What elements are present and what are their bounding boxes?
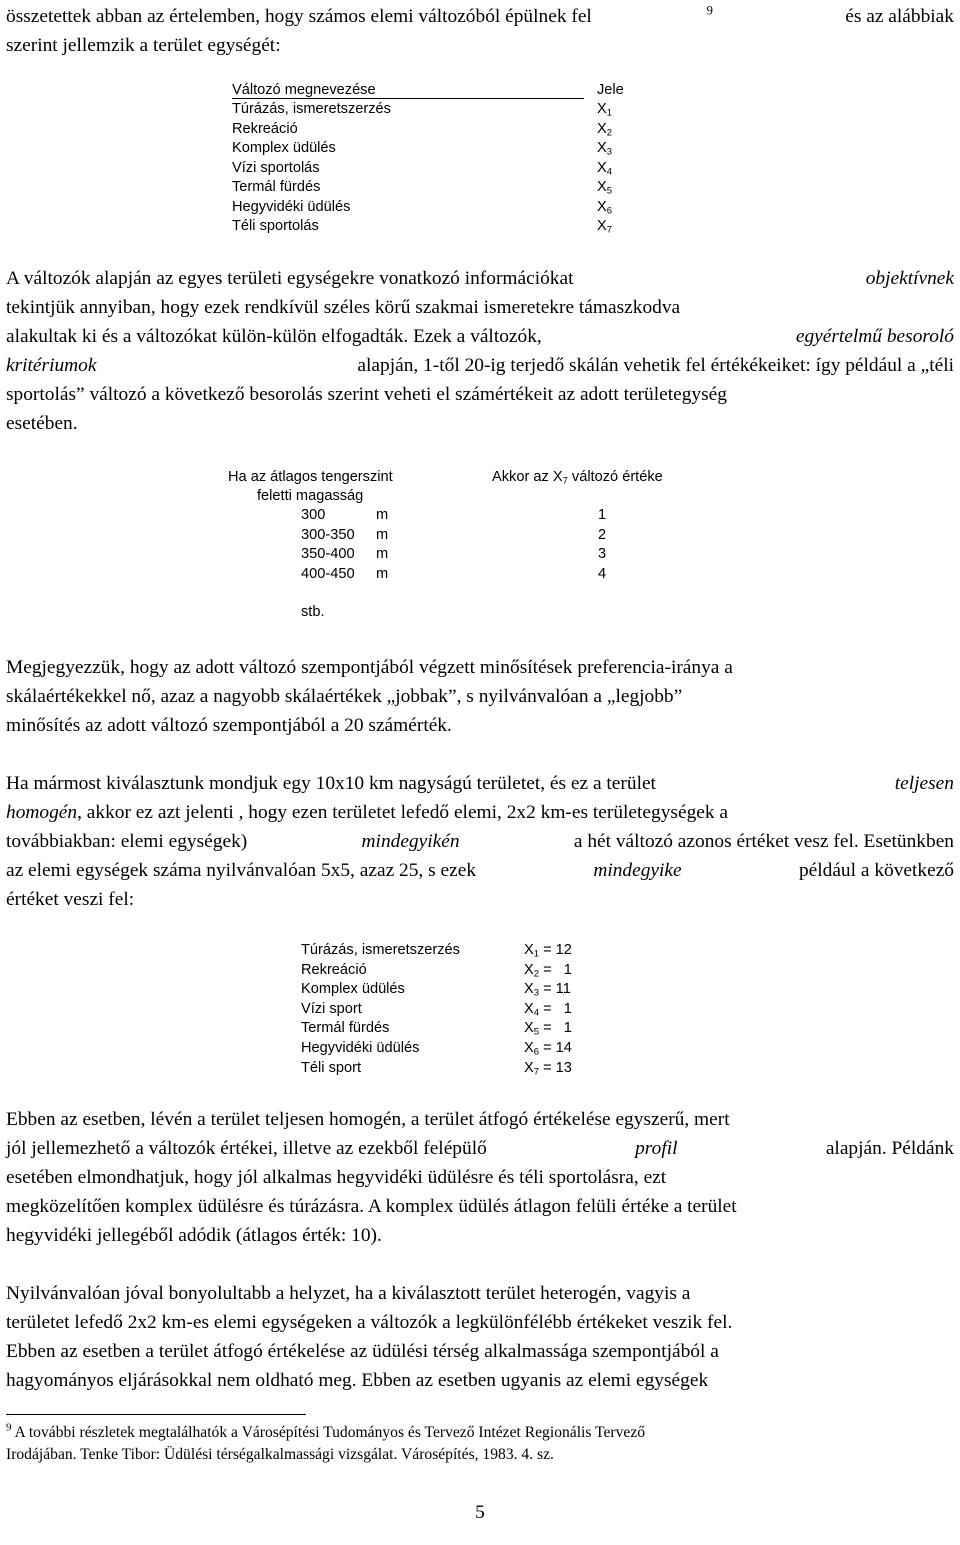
paragraph-homogeneous-area: Ha mármost kiválasztunk mondjuk egy 10x10 km nagyságú területet, és ez a terület teljesen homogén, akkor ez azt jelenti , hogy ezen területet lefedő elemi, 2x2 km-es területegységek a továbbiakban: elemi egységek) mindegyikén a hét változó azonos értéket vesz fel. Esetünkben az elemi egységek száma nyilvánvalóan 5x5, azaz 25, s ezek mindegyike például a következő értéket veszi fel: (6, 773, 954, 910)
scale-range: 300-350 (301, 526, 355, 543)
variable-symbol: $X_6$ (597, 198, 613, 216)
value-variable-result: $X_3 = 11$ (524, 981, 571, 999)
scale-value: 3 (598, 546, 607, 563)
footnote-number: 9 (6, 1421, 12, 1434)
intro-paragraph (6, 2, 954, 60)
paragraph-heterogeneous-area: Nyilvánvalóan jóval bonyolultabb a helyzet, ha a kiválasztott terület heterogén, vagyis a területet lefedő 2x2 km-es elemi egységeken a változók a legkülönfélébb értékeket veszik fel. Ebben az esetben a terület átfogó értékelése az üdülési térség alkalmassága szempontjából a hagyományos eljárásokkal nem oldható meg. Ebben az esetben ugyanis az elemi egységek (6, 1283, 733, 1391)
footnote-rule (6, 1414, 306, 1415)
variable-name: Rekreáció (232, 120, 298, 137)
footnote-ref[interactable]: 9 (706, 3, 713, 18)
value-variable-name: Vízi sport (301, 1000, 362, 1017)
scale-header-left-2: feletti magasság (257, 488, 364, 504)
value-variable-name: Komplex üdülés (301, 981, 405, 998)
variable-name: Túrázás, ismeretszerzés (232, 101, 391, 117)
variable-name: Termál fürdés (232, 179, 321, 195)
value-variable-result: $X_2 = 1$ (524, 961, 572, 979)
variable-name: Téli sportolás (232, 218, 319, 234)
value-variable-result: $X_5 = 1$ (524, 1020, 572, 1038)
intro-line-1: összetettek abban az értelemben, hogy számos elemi változóból épülnek fel $^9$ és az alábbiak (6, 3, 954, 27)
scale-unit: m (376, 507, 389, 523)
variable-symbol: $X_2$ (597, 120, 613, 138)
page-number: 5 (475, 1502, 485, 1523)
value-variable-name: Rekreáció (301, 961, 367, 978)
value-variable-name: Téli sport (301, 1059, 362, 1076)
scale-range: 400-450 (301, 566, 355, 583)
variable-name: Komplex üdülés (232, 140, 336, 156)
variable-symbol: $X_3$ (597, 140, 613, 158)
value-variable-name: Termál fürdés (301, 1020, 390, 1037)
scale-value: 4 (598, 566, 607, 583)
scale-header-left-1: Ha az átlagos tengerszint (228, 469, 393, 485)
paragraph-evaluation: Ebben az esetben, lévén a terület teljesen homogén, a terület átfogó értékelése egyszerű, mert jól jellemezhető a változók értékei, illetve az ezekből felépülő profil alapján. Példánk esetében elmondhatjuk, hogy jól alkalmas hegyvidéki üdülésre és téli sportolásra, ezt megközelítően komplex üdülésre és túrázásra. A komplex üdülés átlagon felüli értéke a terület hegyvidéki jellegéből adódik (átlagos érték: 10). (6, 1109, 954, 1246)
scale-unit: m (376, 546, 389, 563)
scale-header-right: Akkor az $X_7$ változó értéke (492, 469, 663, 487)
value-variable-result: $X_4 = 1$ (524, 1000, 572, 1019)
variable-name: Hegyvidéki üdülés (232, 198, 351, 215)
variable-symbol: $X_1$ (597, 101, 613, 119)
paragraph-preference-direction: Megjegyezzük, hogy az adott változó szempontjából végzett minősítések preferencia-iránya a skálaértékekkel nő, azaz a nagyobb skálaértékek „jobbak”, s nyilvánvalóan a „legjobb” minősítés az adott változó szempontjából a 20 számérték. (6, 657, 733, 736)
variables-header-symbol: Jele (597, 82, 624, 98)
paragraph-variables-objective: A változók alapján az egyes területi egységekre vonatkozó információkat objektívnek tekintjük annyiban, hogy ezek rendkívül széles körű szakmai ismeretekre támaszkodva alakultak ki és a változókat külön-külön elfogadták. Ezek a változók, egyértelmű besoroló kritériumok alapján, 1-től 20-ig terjedő skálán vehetik fel értékékeiket: így például a „téli sportolás” változó a következő besorolás szerint veheti el számértékeit az adott területegység esetében. (6, 268, 954, 434)
value-variable-result: $X_6 = 14$ (524, 1040, 572, 1058)
variable-symbol: $X_5$ (597, 179, 613, 197)
value-variable-result: $X_1 = 12$ (524, 942, 572, 960)
scale-value: 1 (598, 507, 607, 523)
scale-value: 2 (598, 526, 607, 543)
value-variable-name: Túrázás, ismeretszerzés (301, 942, 460, 958)
footnote: $^9$ A további részletek megtalálhatók a Városépítési Tudományos és Tervező Intézet Regionális Tervező Irodájában. Tenke Tibor: Üdülési térségalkalmassági vizsgálat. Városépítés, 1983. 4. sz. (6, 1421, 646, 1463)
scale-unit: m (376, 526, 389, 543)
value-variable-name: Hegyvidéki üdülés (301, 1040, 420, 1056)
scale-etc: stb. (301, 604, 325, 620)
variable-symbol: $X_4$ (597, 159, 613, 177)
variables-header-name: Változó megnevezése (232, 82, 376, 98)
variable-name: Vízi sportolás (232, 159, 320, 176)
intro-line-2: szerint jellemzik a terület egységét: (6, 35, 281, 56)
value-variable-result: $X_7 = 13$ (524, 1059, 572, 1077)
scale-unit: m (376, 566, 389, 583)
scale-range: 300 (301, 507, 326, 523)
scale-range: 350-400 (301, 546, 355, 563)
variable-symbol: $X_7$ (597, 218, 613, 236)
